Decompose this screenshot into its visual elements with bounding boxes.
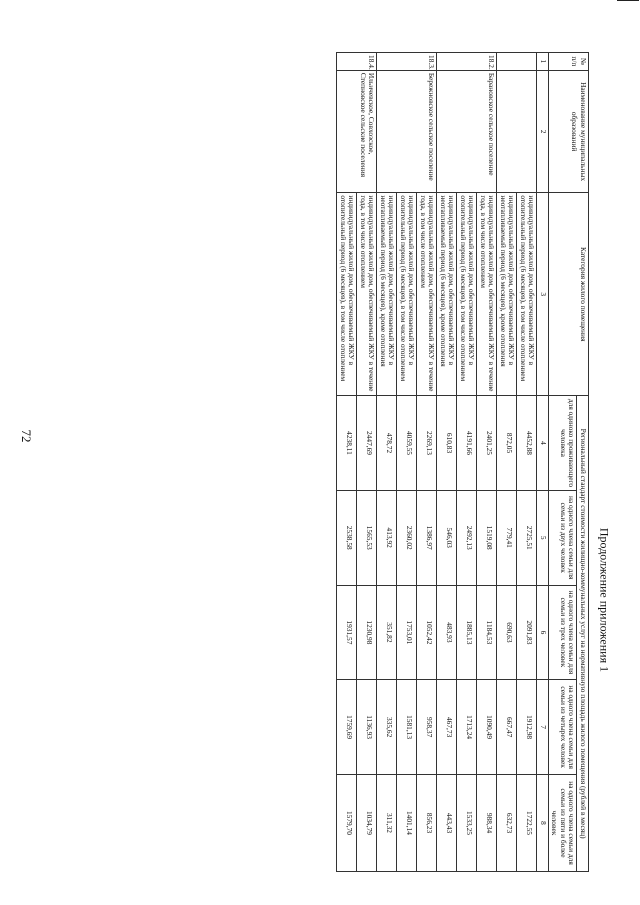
column-number: 1 [537,53,549,71]
value-four: 1090,49 [477,680,497,775]
value-two: 413,92 [377,490,397,585]
value-two: 2725,51 [517,490,537,585]
value-two: 2538,58 [337,490,357,585]
value-three: 1184,53 [477,585,497,680]
value-three: 2091,83 [517,585,537,680]
housing-category: индивидуальный жилой дом, обеспечиваемый ЖКУ в отопительный период (6 месяцев), в том числе отоплением [337,193,357,396]
value-five-plus: 1722,55 [517,774,537,871]
value-four: 1713,24 [457,680,477,775]
value-two: 2360,02 [397,490,417,585]
value-single: 478,72 [377,396,397,491]
header-municipality: Наименование муниципальных образований [548,70,588,193]
column-number: 6 [537,585,549,680]
value-four: 958,37 [417,680,437,775]
header-number: № п/п [548,53,588,71]
value-two: 1386,97 [417,490,437,585]
value-two: 1519,08 [477,490,497,585]
value-single: 2401,25 [477,396,497,491]
value-four: 1581,13 [397,680,417,775]
top-right-rule [617,0,639,1]
housing-category: индивидуальный жилой дом, обеспечиваемый ЖКУ в неотапливаемый период (6 месяцев), кроме отопления [437,193,457,396]
value-single: 4191,66 [457,396,477,491]
value-three: 483,93 [437,585,457,680]
value-four: 467,73 [437,680,457,775]
housing-category: индивидуальный жилой дом, обеспечиваемый ЖКУ в отопительный период (6 месяцев), в том числе отоплением [457,193,477,396]
column-number: 7 [537,680,549,775]
housing-category: индивидуальный жилой дом, обеспечиваемый ЖКУ в течение года, в том числе отоплением [417,193,437,396]
value-single: 2269,13 [417,396,437,491]
value-three: 1931,57 [337,585,357,680]
column-number: 2 [537,70,549,193]
header-sub-four: на одного члена семьи для семьи из четырех человек [548,680,577,775]
header-category: Категория жилого помещения [548,193,588,396]
value-four: 667,47 [497,680,517,775]
value-three: 1885,13 [457,585,477,680]
value-three: 690,63 [497,585,517,680]
header-standard: Региональный стандарт стоимости жилищно-коммунальных услуг на нормативную площадь жилого помещения (рублей в месяц) [577,396,589,872]
value-five-plus: 1401,14 [397,774,417,871]
value-four: 1759,69 [337,680,357,775]
appendix-caption: Продолжение приложения 1 [597,527,612,673]
value-two: 1565,53 [357,490,377,585]
column-number: 4 [537,396,549,491]
header-sub-two: на одного члена семьи для семьи из двух человек [548,490,577,585]
municipality-name [497,70,537,193]
row-number: 18.3. [377,53,437,71]
table-row [417,53,437,872]
value-four: 1136,93 [357,680,377,775]
table-row [517,53,537,872]
page-number: 72 [19,429,34,443]
value-five-plus: 856,23 [417,774,437,871]
value-five-plus: 632,73 [497,774,517,871]
housing-category: индивидуальный жилой дом, обеспечиваемый ЖКУ в отопительный период (6 месяцев), в том числе отоплением [517,193,537,396]
value-single: 4059,55 [397,396,417,491]
table-row [357,53,377,872]
value-two: 779,41 [497,490,517,585]
value-five-plus: 988,34 [477,774,497,871]
value-single: 872,05 [497,396,517,491]
value-two: 2492,13 [457,490,477,585]
value-single: 2447,69 [357,396,377,491]
municipality-name: Бережновское сельское поселение [377,70,437,193]
value-five-plus: 311,32 [377,774,397,871]
column-number: 3 [537,193,549,396]
table-row [477,53,497,872]
housing-cost-table [336,52,589,872]
housing-category: индивидуальный жилой дом, обеспечиваемый ЖКУ в неотапливаемый период (6 месяцев), кроме отопления [497,193,517,396]
header-sub-single: для одиноко проживающего человека [548,396,577,491]
municipality-name: Барановское сельское поселение [437,70,497,193]
housing-category: индивидуальный жилой дом, обеспечиваемый ЖКУ в течение года, в том числе отоплением [357,193,377,396]
row-number: 18.2. [437,53,497,71]
value-five-plus: 1034,79 [357,774,377,871]
column-number-row [537,53,549,872]
column-number: 8 [537,774,549,871]
value-five-plus: 443,43 [437,774,457,871]
rotated-table-stage [34,52,589,872]
housing-category: индивидуальный жилой дом, обеспечиваемый ЖКУ в неотапливаемый период (6 месяцев), кроме отопления [377,193,397,396]
housing-category: индивидуальный жилой дом, обеспечиваемый ЖКУ в отопительный период (6 месяцев), в том числе отоплением [397,193,417,396]
value-three: 1753,01 [397,585,417,680]
value-two: 546,03 [437,490,457,585]
value-five-plus: 1579,70 [337,774,357,871]
value-single: 4238,11 [337,396,357,491]
row-number: 18.4. [337,53,377,71]
value-single: 610,83 [437,396,457,491]
value-three: 1052,42 [417,585,437,680]
header-sub-five-plus: на одного члена семьи для семьи из пяти и более человек [548,774,577,871]
value-four: 335,62 [377,680,397,775]
row-number [497,53,537,71]
column-number: 5 [537,490,549,585]
header-sub-three: на одного члена семьи для семьи из трех человек [548,585,577,680]
value-three: 351,82 [377,585,397,680]
value-single: 4452,88 [517,396,537,491]
municipality-name: Ильичевское, Совхозское, Степновское сельские поселения [337,70,377,193]
housing-category: индивидуальный жилой дом, обеспечиваемый ЖКУ в течение года, в том числе отоплением [477,193,497,396]
value-four: 1912,98 [517,680,537,775]
value-five-plus: 1533,25 [457,774,477,871]
value-three: 1230,98 [357,585,377,680]
